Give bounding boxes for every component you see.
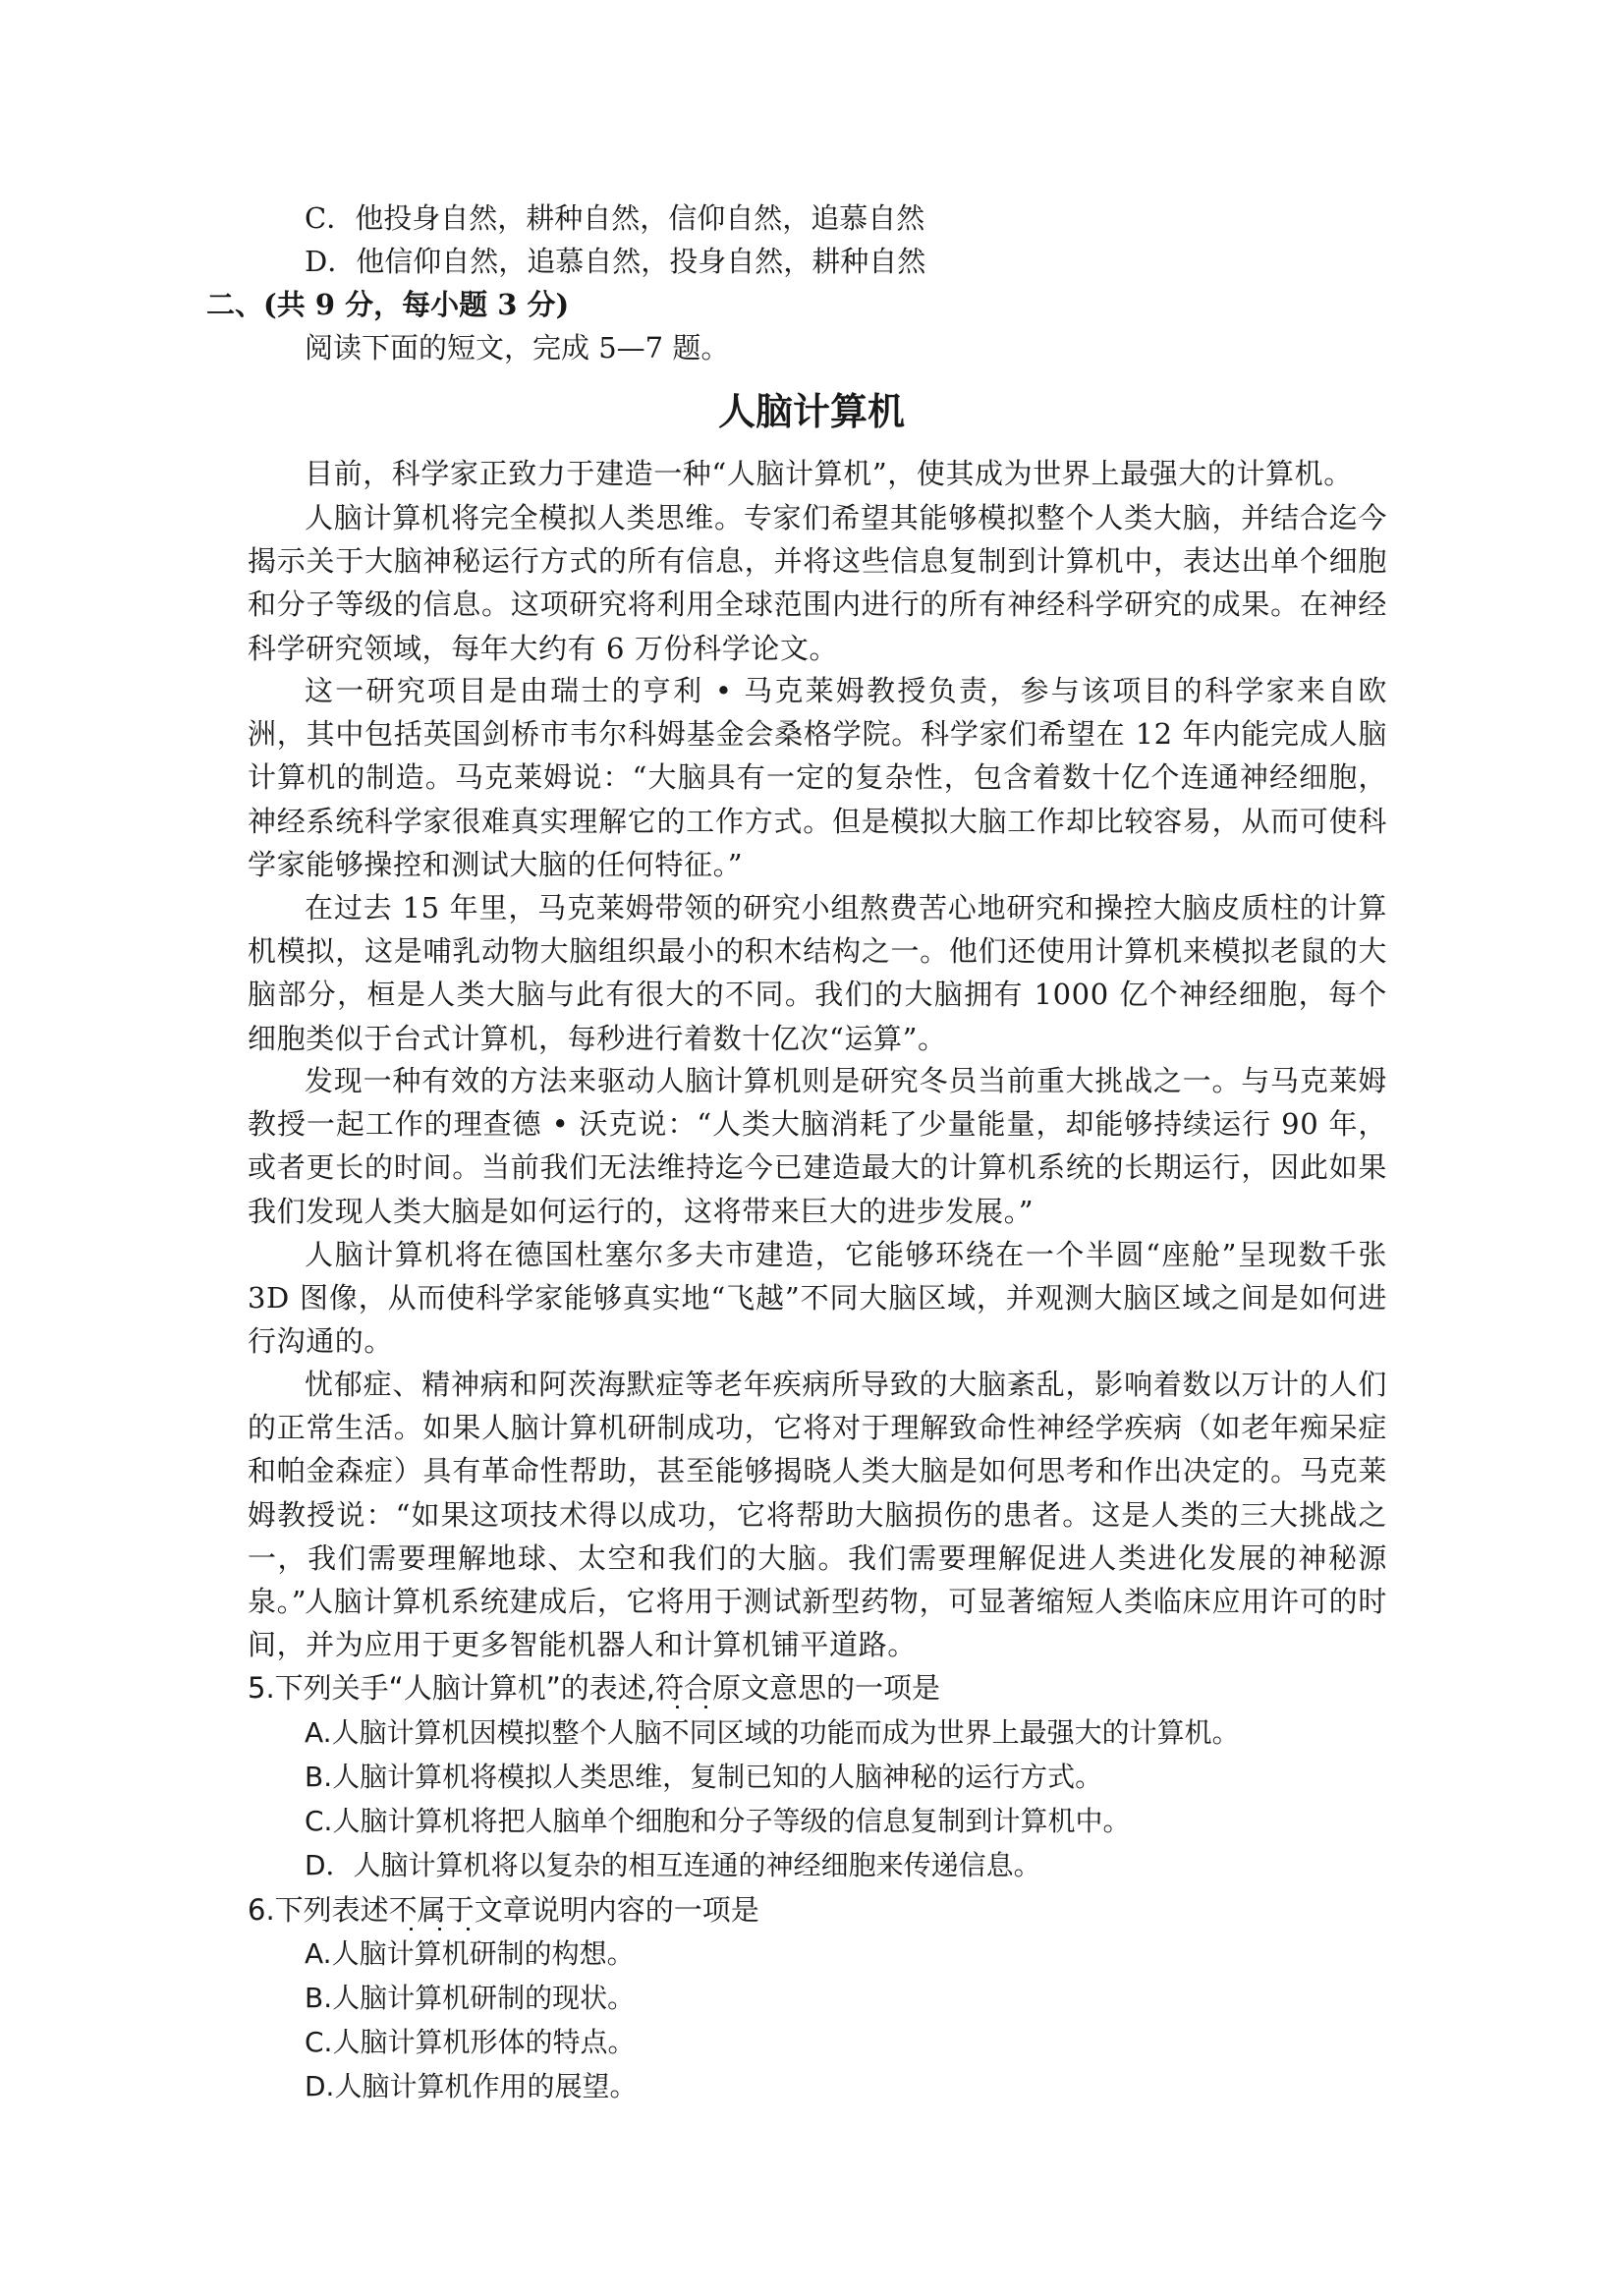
article-paragraph-7: 忧郁症、精神病和阿茨海默症等老年疾病所导致的大脑紊乱，影响着数以万计的人们的正常生活。如果人脑计算机研制成功，它将对于理解致命性神经学疾病（如老年痴呆症和帕金森症）具有革命性帮助，甚至能够揭晓人类大脑是如何思考和作出决定的。马克莱姆教授说：“如果这项技术得以成功，它将帮助大脑损伤的患者。这是人类的三大挑战之一，我们需要理解地球、太空和我们的大脑。我们需要理解促进人类进化发展的神秘源泉。” bbox=[248, 1368, 1387, 1619]
article-title: 人脑计算机 bbox=[717, 390, 905, 433]
article-paragraph-8: 人脑计算机系统建成后，它将用于测试新型药物，可显著缩短人类临床应用许可的时间，并为应用于更多智能机器人和计算机铺平道路。 bbox=[248, 1585, 1387, 1662]
question-5-emphasis: 符合 bbox=[654, 1671, 712, 1705]
article-paragraph-2: 人脑计算机将完全模拟人类思维。专家们希望其能够模拟整个人类大脑，并结合迄今揭示关于大脑神秘运行方式的所有信息，并将这些信息复制到计算机中，表达出单个细胞和分子等级的信息。这项研究将利用全球范围内进行的所有神经科学研究的成果。在神经科学研究领域，每年大约有 6 万份科学论文。 bbox=[248, 501, 1387, 665]
question-6-option-a: A.人脑计算机研制的构想。 bbox=[305, 1937, 635, 1970]
question-6-stem bbox=[248, 1888, 759, 1932]
article-paragraph-3: 这一研究项目是由瑞士的亨利 • 马克莱姆教授负责，参与该项目的科学家来自欧洲，其中包括英国剑桥市韦尔科姆基金会桑格学院。科学家们希望在 12 年内能完成人脑计算机的制造。马克莱姆说：“大脑具有一定的复杂性，包含着数十亿个连通神经细胞，神经系统科学家很难真实理解它的工作方式。但是模拟大脑工作却比较容易，从而可使科学家能够操控和测试大脑的任何特征。” bbox=[248, 674, 1387, 881]
question-6-option-d: D.人脑计算机作用的展望。 bbox=[305, 2070, 638, 2102]
question-5-option-a: A.人脑计算机因模拟整个人脑不同区域的功能而成为世界上最强大的计算机。 bbox=[305, 1716, 1240, 1749]
question-5-option-c: C.人脑计算机将把人脑单个细胞和分子等级的信息复制到计算机中。 bbox=[305, 1805, 1131, 1837]
question-5-option-d: D．人脑计算机将以复杂的相互连通的神经细胞来传递信息。 bbox=[305, 1849, 1041, 1881]
article-paragraph-1: 目前，科学家正致力于建造一种“人脑计算机”，使其成为世界上最强大的计算机。 bbox=[305, 457, 1353, 490]
article-paragraph-5: 发现一种有效的方法来驱动人脑计算机则是研究冬员当前重大挑战之一。与马克莱姆教授一起工作的理查德 • 沃克说：“人类大脑消耗了少量能量，却能够持续运行 90 年，或者更长的时间。当前我们无法维持迄今已建造最大的计算机系统的长期运行，因此如果我们发现人类大脑是如何运行的，这将带来巨大的进步发展。” bbox=[248, 1064, 1387, 1228]
question-5-stem-start: 5.下列关手“人脑计算机”的表述, bbox=[248, 1671, 655, 1705]
question-5-option-b: B.人脑计算机将模拟人类思维，复制已知的人脑神秘的运行方式。 bbox=[305, 1761, 1103, 1793]
section-header: 二、(共 9 分，每小题 3 分) bbox=[206, 288, 570, 321]
question-6-stem-start: 6.下列表述 bbox=[248, 1893, 389, 1927]
article-paragraph-4: 在过去 15 年里，马克莱姆带领的研究小组熬费苦心地研究和操控大脑皮质柱的计算机模拟，这是哺乳动物大脑组织最小的积木结构之一。他们还使用计算机来模拟老鼠的大脑部分，桓是人类大脑与此有很大的不同。我们的大脑拥有 1000 亿个神经细胞，每个细胞类似于台式计算机，每秒进行着数十亿次“运算”。 bbox=[248, 891, 1387, 1055]
question-6-emphasis: 不属于 bbox=[388, 1893, 475, 1927]
question-5-stem-end: 原文意思的一项是 bbox=[711, 1671, 940, 1705]
section-instruction: 阅读下面的短文，完成 5—7 题。 bbox=[305, 331, 730, 364]
prev-option-d: D．他信仰自然，追慕自然，投身自然，耕种自然 bbox=[305, 245, 926, 278]
prev-option-c: C．他投身自然，耕种自然，信仰自然，追慕自然 bbox=[305, 201, 925, 235]
question-6-option-b: B.人脑计算机研制的现状。 bbox=[305, 1982, 636, 2014]
question-5-stem bbox=[248, 1666, 940, 1709]
question-6-stem-end: 文章说明内容的一项是 bbox=[474, 1893, 759, 1927]
article-paragraph-6: 人脑计算机将在德国杜塞尔多夫市建造，它能够环绕在一个半圆“座舱”呈现数千张 3D 图像，从而使科学家能够真实地“飞越”不同大脑区域，并观测大脑区域之间是如何进行沟通的。 bbox=[248, 1238, 1387, 1359]
question-6-option-c: C.人脑计算机形体的特点。 bbox=[305, 2026, 636, 2058]
